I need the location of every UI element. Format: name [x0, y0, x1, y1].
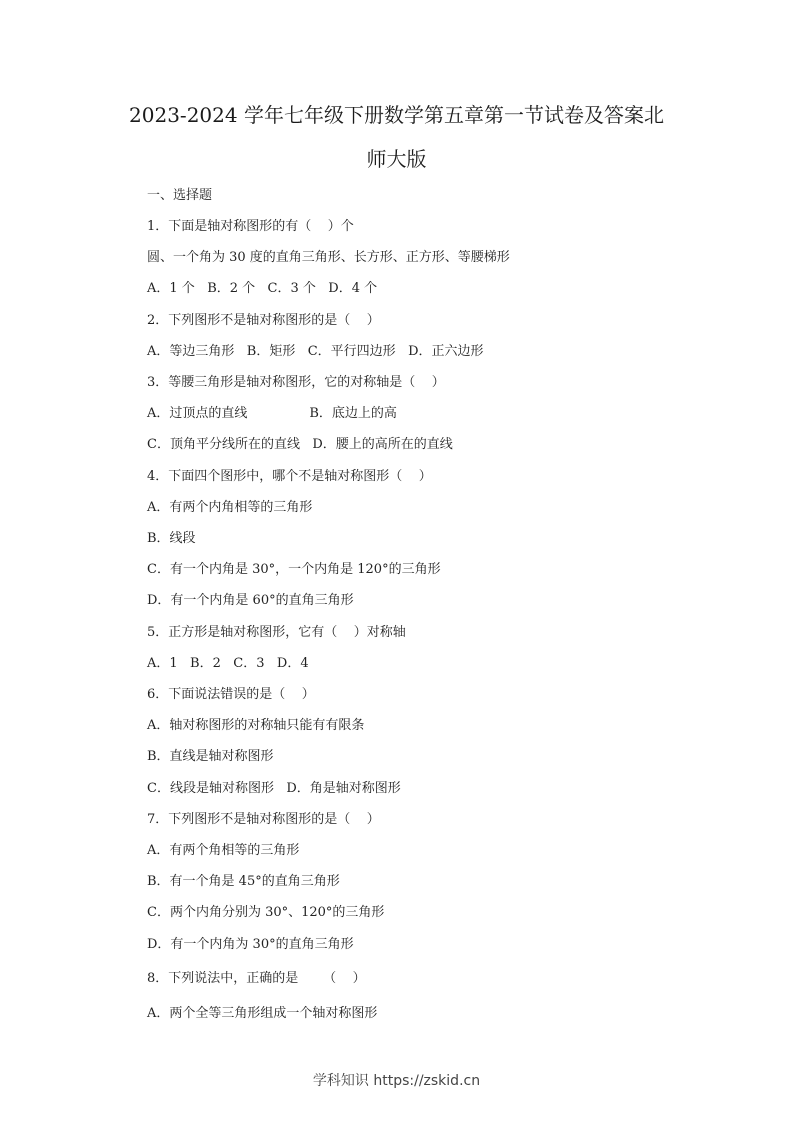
question-8-option-a: A．两个全等三角形组成一个轴对称图形 [147, 1006, 378, 1021]
question-8: 8．下列说法中，正确的是 （ ） [147, 971, 366, 986]
question-7-option-a: A．有两个角相等的三角形 [147, 843, 300, 858]
question-6: 6．下面说法错误的是（ ） [147, 687, 315, 702]
footer-watermark: 学科知识 https://zskid.cn [312, 1073, 481, 1089]
question-4-option-c: C．有一个内角是 30°，一个内角是 120°的三角形 [147, 562, 441, 577]
question-3-options-ab: A．过顶点的直线 B．底边上的高 [147, 406, 397, 421]
question-1: 1．下面是轴对称图形的有（ ）个 [147, 219, 354, 234]
question-4: 4．下面四个图形中，哪个不是轴对称图形（ ） [147, 469, 432, 484]
question-1-options: A．1 个 B．2 个 C．3 个 D．4 个 [147, 281, 378, 296]
question-7: 7．下列图形不是轴对称图形的是（ ） [147, 812, 380, 827]
question-2: 2．下列图形不是轴对称图形的是（ ） [147, 313, 380, 328]
question-4-option-a: A．有两个内角相等的三角形 [147, 500, 313, 515]
question-5-options: A．1 B．2 C．3 D．4 [147, 656, 309, 671]
question-4-option-d: D．有一个内角是 60°的直角三角形 [147, 593, 354, 608]
question-3-options-cd: C．顶角平分线所在的直线 D．腰上的高所在的直线 [147, 437, 453, 452]
question-1-stem: 圆、一个角为 30 度的直角三角形、长方形、正方形、等腰梯形 [147, 250, 510, 265]
question-4-option-b: B．线段 [147, 531, 196, 546]
question-6-option-a: A．轴对称图形的对称轴只能有有限条 [147, 718, 365, 733]
question-6-option-b: B．直线是轴对称图形 [147, 749, 274, 764]
question-7-option-b: B．有一个角是 45°的直角三角形 [147, 874, 340, 889]
question-7-option-d: D．有一个内角为 30°的直角三角形 [147, 937, 354, 952]
question-6-options-cd: C．线段是轴对称图形 D．角是轴对称图形 [147, 781, 401, 796]
question-7-option-c: C．两个内角分别为 30°、120°的三角形 [147, 905, 385, 920]
question-5: 5．正方形是轴对称图形，它有（ ）对称轴 [147, 625, 406, 640]
question-3: 3．等腰三角形是轴对称图形，它的对称轴是（ ） [147, 375, 445, 390]
document-title-line-2: 师大版 [366, 147, 427, 171]
question-2-options: A．等边三角形 B．矩形 C．平行四边形 D．正六边形 [147, 344, 484, 359]
section-heading: 一、选择题 [147, 188, 213, 203]
document-title-line-1: 2023-2024 学年七年级下册数学第五章第一节试卷及答案北 [129, 103, 664, 127]
